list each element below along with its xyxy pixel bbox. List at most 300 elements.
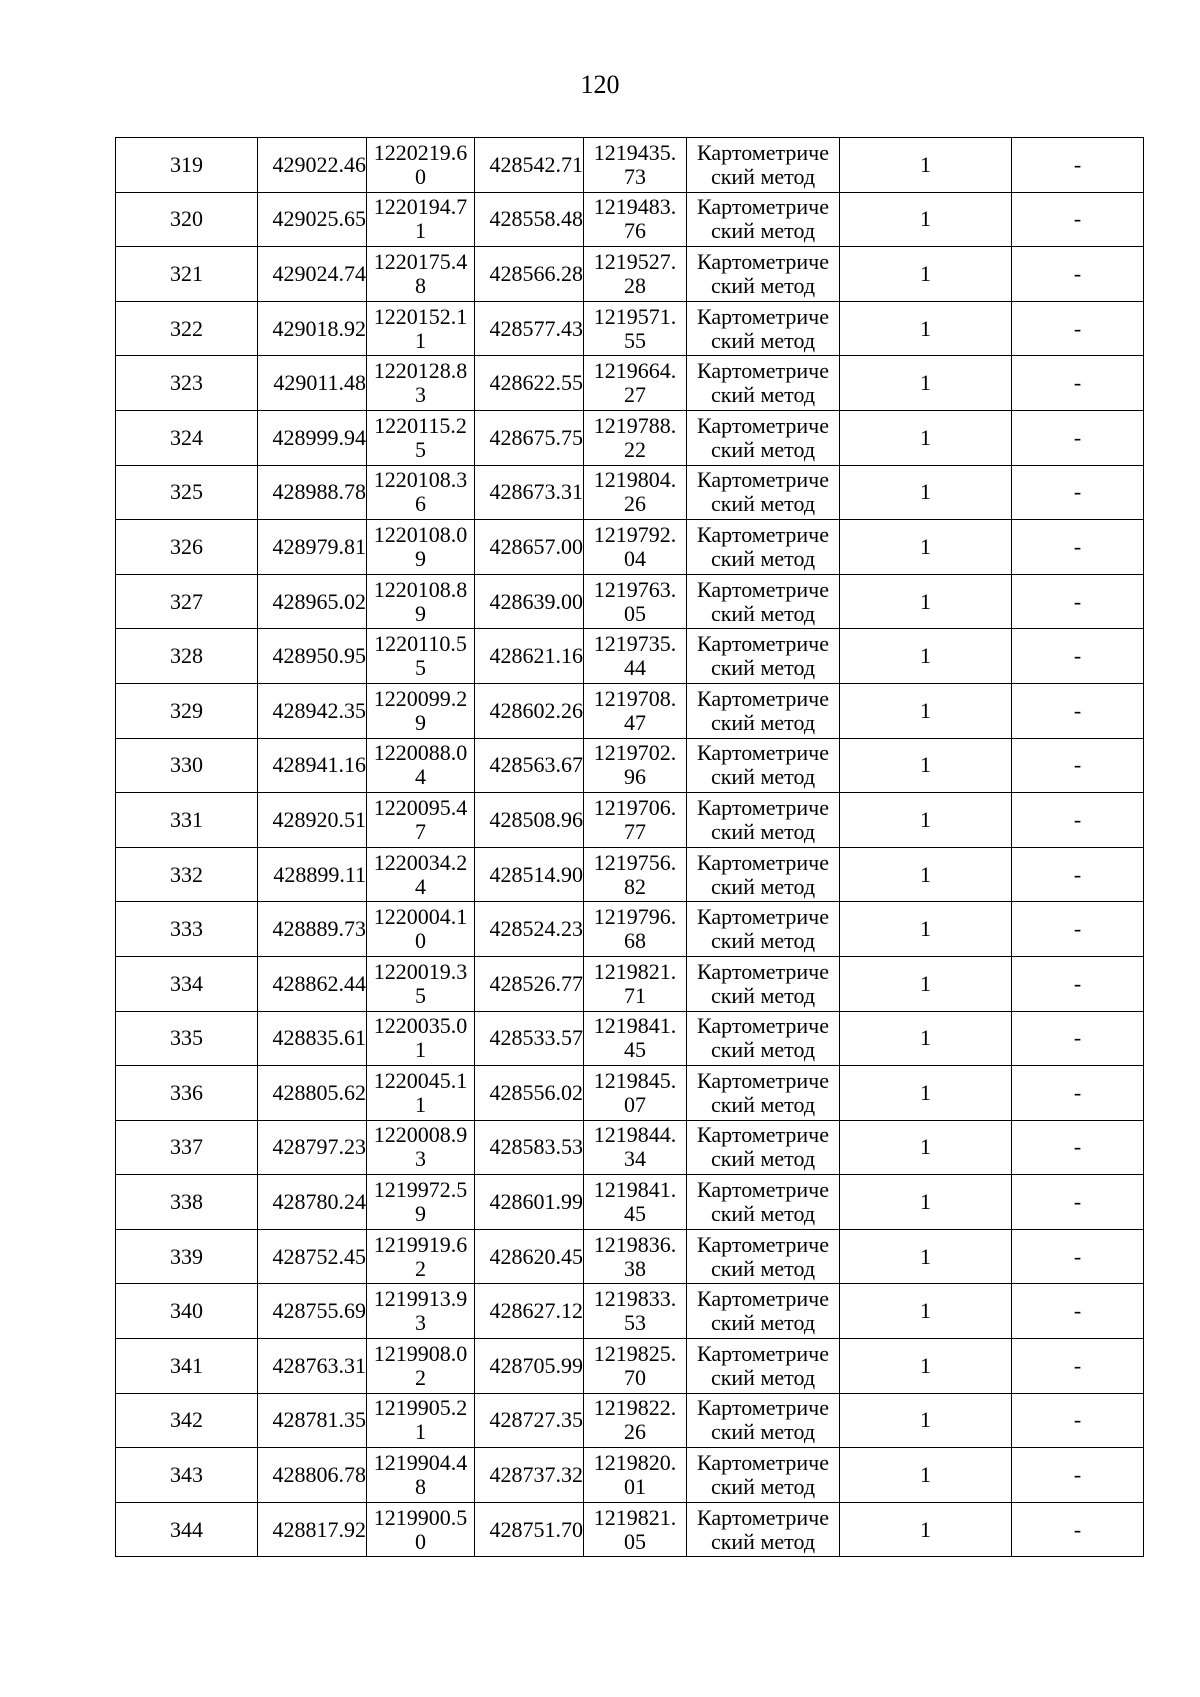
note-cell (1012, 301, 1144, 356)
y-coordinate-cell (367, 847, 475, 902)
table-row (116, 738, 1144, 793)
x-coordinate-2: 428675.75 (489, 424, 583, 450)
y-coordinate-2-line1: 1219836. (593, 1231, 677, 1257)
x-coordinate: 428942.35 (272, 697, 366, 723)
point-number: 330 (170, 752, 203, 778)
y-coordinate-line1: 1220088.0 (373, 740, 468, 766)
y-coordinate-line1: 1220095.4 (373, 794, 468, 820)
x-coordinate-cell (258, 1229, 367, 1284)
x-coordinate-2: 428514.90 (489, 861, 583, 887)
y-coordinate-2-cell (584, 1175, 687, 1230)
y-coordinate-2-cell (584, 683, 687, 738)
table-row (116, 1066, 1144, 1121)
y-coordinate-cell (367, 1284, 475, 1339)
x-coordinate-2-cell (475, 738, 584, 793)
accuracy-cell (840, 1066, 1012, 1121)
y-coordinate-2-line1: 1219841. (593, 1013, 677, 1039)
method-line1: Картометриче (697, 1450, 829, 1476)
note-cell (1012, 1339, 1144, 1394)
method-cell (687, 1120, 840, 1175)
point-number-cell (116, 902, 258, 957)
x-coordinate-cell (258, 138, 367, 193)
y-coordinate-line1: 1219905.2 (373, 1395, 468, 1421)
y-coordinate-2-line2: 45 (624, 1201, 646, 1227)
table-row (116, 301, 1144, 356)
x-coordinate-2-cell (475, 793, 584, 848)
y-coordinate-line2: 0 (415, 163, 426, 189)
point-number: 323 (170, 370, 203, 396)
x-coordinate: 428835.61 (272, 1025, 366, 1051)
method-line1: Картометриче (697, 521, 829, 547)
method-line2: ский метод (710, 1310, 816, 1336)
y-coordinate-2-line1: 1219708. (593, 685, 677, 711)
y-coordinate-line1: 1219900.5 (373, 1504, 468, 1530)
point-number: 321 (170, 260, 203, 286)
y-coordinate-cell (367, 1011, 475, 1066)
method-line1: Картометриче (697, 1013, 829, 1039)
point-number: 326 (170, 533, 203, 559)
x-coordinate: 429024.74 (272, 260, 366, 286)
x-coordinate-cell (258, 793, 367, 848)
note-value: - (1073, 533, 1082, 559)
point-number: 320 (170, 206, 203, 232)
accuracy-value: 1 (920, 1189, 931, 1215)
note-value: - (1073, 1134, 1082, 1160)
y-coordinate-line1: 1220219.6 (373, 139, 468, 165)
accuracy-cell (840, 465, 1012, 520)
x-coordinate-2: 428622.55 (489, 370, 583, 396)
x-coordinate-cell (258, 1502, 367, 1557)
method-line2: ский метод (710, 1037, 816, 1063)
y-coordinate-cell (367, 574, 475, 629)
method-line1: Картометриче (697, 1340, 829, 1366)
x-coordinate: 428889.73 (272, 916, 366, 942)
method-line2: ский метод (710, 600, 816, 626)
table-row (116, 520, 1144, 575)
point-number-cell (116, 1284, 258, 1339)
x-coordinate: 428899.11 (273, 861, 366, 887)
note-cell (1012, 574, 1144, 629)
point-number: 333 (170, 916, 203, 942)
method-cell (687, 902, 840, 957)
y-coordinate-2-cell (584, 192, 687, 247)
x-coordinate-2: 428639.00 (489, 588, 583, 614)
point-number: 327 (170, 588, 203, 614)
accuracy-cell (840, 356, 1012, 411)
accuracy-cell (840, 1284, 1012, 1339)
x-coordinate-2: 428508.96 (489, 806, 583, 832)
y-coordinate-2-line1: 1219756. (593, 849, 677, 875)
accuracy-cell (840, 793, 1012, 848)
x-coordinate: 428806.78 (272, 1462, 366, 1488)
y-coordinate-line1: 1220045.1 (373, 1067, 468, 1093)
y-coordinate-2-cell (584, 793, 687, 848)
point-number: 332 (170, 861, 203, 887)
point-number-cell (116, 1448, 258, 1503)
y-coordinate-2-line2: 55 (624, 327, 646, 353)
method-cell (687, 1066, 840, 1121)
y-coordinate-cell (367, 629, 475, 684)
y-coordinate-2-cell (584, 629, 687, 684)
x-coordinate: 428965.02 (272, 588, 366, 614)
y-coordinate-cell (367, 902, 475, 957)
x-coordinate-2-cell (475, 247, 584, 302)
y-coordinate-2-line1: 1219706. (593, 794, 677, 820)
y-coordinate-cell (367, 738, 475, 793)
y-coordinate-2-cell (584, 1229, 687, 1284)
point-number-cell (116, 793, 258, 848)
x-coordinate: 428920.51 (272, 806, 366, 832)
table-row (116, 683, 1144, 738)
y-coordinate-2-cell (584, 902, 687, 957)
note-value: - (1073, 1298, 1082, 1324)
y-coordinate-line1: 1220152.1 (373, 303, 468, 329)
x-coordinate-cell (258, 1339, 367, 1394)
x-coordinate-2: 428556.02 (489, 1079, 583, 1105)
method-line2: ский метод (710, 818, 816, 844)
point-number-cell (116, 574, 258, 629)
accuracy-value: 1 (920, 1243, 931, 1269)
table-row (116, 1175, 1144, 1230)
y-coordinate-line1: 1220035.0 (373, 1013, 468, 1039)
x-coordinate-2-cell (475, 1120, 584, 1175)
x-coordinate-2: 428533.57 (489, 1025, 583, 1051)
x-coordinate-2: 428727.35 (489, 1407, 583, 1433)
x-coordinate-cell (258, 738, 367, 793)
y-coordinate-2-line2: 77 (624, 818, 646, 844)
point-number-cell (116, 1393, 258, 1448)
method-line1: Картометриче (697, 958, 829, 984)
accuracy-value: 1 (920, 916, 931, 942)
table-row (116, 465, 1144, 520)
accuracy-cell (840, 1393, 1012, 1448)
method-line1: Картометриче (697, 849, 829, 875)
x-coordinate-2-cell (475, 629, 584, 684)
accuracy-value: 1 (920, 315, 931, 341)
y-coordinate-cell (367, 1339, 475, 1394)
x-coordinate-2: 428620.45 (489, 1243, 583, 1269)
method-line2: ский метод (710, 436, 816, 462)
y-coordinate-cell (367, 192, 475, 247)
point-number: 328 (170, 643, 203, 669)
method-line1: Картометриче (697, 576, 829, 602)
accuracy-cell (840, 1011, 1012, 1066)
y-coordinate-2-line2: 05 (624, 1528, 646, 1554)
x-coordinate-cell (258, 1284, 367, 1339)
accuracy-value: 1 (920, 1462, 931, 1488)
point-number: 342 (170, 1407, 203, 1433)
y-coordinate-2-line2: 34 (624, 1146, 646, 1172)
y-coordinate-line1: 1220108.3 (373, 467, 468, 493)
y-coordinate-2-line2: 71 (624, 982, 646, 1008)
y-coordinate-line2: 1 (415, 1419, 426, 1445)
x-coordinate-2: 428601.99 (489, 1189, 583, 1215)
y-coordinate-2-cell (584, 847, 687, 902)
note-cell (1012, 629, 1144, 684)
x-coordinate-2-cell (475, 410, 584, 465)
x-coordinate-cell (258, 520, 367, 575)
x-coordinate: 429011.48 (273, 370, 366, 396)
accuracy-value: 1 (920, 1298, 931, 1324)
x-coordinate-cell (258, 192, 367, 247)
method-line1: Картометриче (697, 412, 829, 438)
table-row (116, 410, 1144, 465)
accuracy-value: 1 (920, 752, 931, 778)
note-value: - (1073, 370, 1082, 396)
y-coordinate-2-line1: 1219435. (593, 139, 677, 165)
method-cell (687, 629, 840, 684)
point-number: 331 (170, 806, 203, 832)
note-value: - (1073, 643, 1082, 669)
y-coordinate-2-line1: 1219796. (593, 904, 677, 930)
y-coordinate-line1: 1219904.4 (373, 1450, 468, 1476)
note-cell (1012, 956, 1144, 1011)
y-coordinate-2-line2: 07 (624, 1091, 646, 1117)
accuracy-cell (840, 301, 1012, 356)
note-cell (1012, 138, 1144, 193)
y-coordinate-line2: 0 (415, 1528, 426, 1554)
y-coordinate-line1: 1220110.5 (374, 631, 467, 657)
note-value: - (1073, 916, 1082, 942)
y-coordinate-2-line1: 1219702. (593, 740, 677, 766)
note-value: - (1073, 151, 1082, 177)
y-coordinate-2-line2: 45 (624, 1037, 646, 1063)
x-coordinate-cell (258, 247, 367, 302)
y-coordinate-cell (367, 1229, 475, 1284)
accuracy-value: 1 (920, 1407, 931, 1433)
y-coordinate-2-line1: 1219820. (593, 1450, 677, 1476)
y-coordinate-2-line2: 44 (624, 655, 646, 681)
y-coordinate-2-line2: 28 (624, 272, 646, 298)
x-coordinate-2: 428524.23 (489, 916, 583, 942)
method-cell (687, 1339, 840, 1394)
y-coordinate-2-line1: 1219821. (593, 1504, 677, 1530)
y-coordinate-2-cell (584, 1120, 687, 1175)
note-value: - (1073, 1462, 1082, 1488)
table-row (116, 1448, 1144, 1503)
y-coordinate-2-cell (584, 1011, 687, 1066)
note-value: - (1073, 1516, 1082, 1542)
x-coordinate-cell (258, 847, 367, 902)
x-coordinate: 428797.23 (272, 1134, 366, 1160)
y-coordinate-2-line1: 1219844. (593, 1122, 677, 1148)
y-coordinate-2-line1: 1219825. (593, 1340, 677, 1366)
method-cell (687, 1448, 840, 1503)
x-coordinate-cell (258, 1066, 367, 1121)
y-coordinate-line1: 1219908.0 (373, 1340, 468, 1366)
accuracy-value: 1 (920, 697, 931, 723)
y-coordinate-2-line1: 1219483. (593, 194, 677, 220)
x-coordinate-cell (258, 356, 367, 411)
x-coordinate-2-cell (475, 138, 584, 193)
x-coordinate-2-cell (475, 1393, 584, 1448)
point-number: 322 (170, 315, 203, 341)
accuracy-cell (840, 847, 1012, 902)
y-coordinate-cell (367, 1502, 475, 1557)
method-line1: Картометриче (697, 1286, 829, 1312)
x-coordinate-cell (258, 1393, 367, 1448)
y-coordinate-2-line2: 38 (624, 1255, 646, 1281)
point-number-cell (116, 1175, 258, 1230)
method-line1: Картометриче (697, 1122, 829, 1148)
x-coordinate-2: 428583.53 (489, 1134, 583, 1160)
x-coordinate-2-cell (475, 1339, 584, 1394)
y-coordinate-2-cell (584, 956, 687, 1011)
x-coordinate-cell (258, 902, 367, 957)
accuracy-value: 1 (920, 479, 931, 505)
x-coordinate-cell (258, 574, 367, 629)
y-coordinate-2-line2: 26 (624, 1419, 646, 1445)
x-coordinate-2-cell (475, 465, 584, 520)
method-cell (687, 192, 840, 247)
method-line1: Картометриче (697, 794, 829, 820)
accuracy-cell (840, 247, 1012, 302)
y-coordinate-line1: 1220128.8 (373, 358, 468, 384)
note-cell (1012, 1284, 1144, 1339)
method-line1: Картометриче (697, 1231, 829, 1257)
x-coordinate-2-cell (475, 574, 584, 629)
y-coordinate-line1: 1219913.9 (373, 1286, 468, 1312)
table-row (116, 793, 1144, 848)
y-coordinate-2-line1: 1219664. (593, 358, 677, 384)
note-cell (1012, 793, 1144, 848)
note-value: - (1073, 1189, 1082, 1215)
point-number: 335 (170, 1025, 203, 1051)
accuracy-value: 1 (920, 1352, 931, 1378)
y-coordinate-cell (367, 683, 475, 738)
method-cell (687, 1393, 840, 1448)
point-number: 337 (170, 1134, 203, 1160)
x-coordinate-cell (258, 1120, 367, 1175)
y-coordinate-line1: 1220004.1 (373, 904, 468, 930)
method-cell (687, 520, 840, 575)
table-row (116, 192, 1144, 247)
y-coordinate-line2: 9 (415, 600, 426, 626)
x-coordinate-cell (258, 956, 367, 1011)
y-coordinate-2-line1: 1219841. (593, 1177, 677, 1203)
method-line1: Картометриче (697, 194, 829, 220)
method-line1: Картометриче (697, 248, 829, 274)
method-line2: ский метод (710, 163, 816, 189)
table-row (116, 1393, 1144, 1448)
y-coordinate-2-line2: 01 (624, 1474, 646, 1500)
x-coordinate-2-cell (475, 520, 584, 575)
accuracy-cell (840, 683, 1012, 738)
x-coordinate-2: 428526.77 (489, 970, 583, 996)
note-value: - (1073, 260, 1082, 286)
x-coordinate-2-cell (475, 956, 584, 1011)
point-number-cell (116, 1066, 258, 1121)
y-coordinate-line2: 9 (415, 545, 426, 571)
x-coordinate-2: 428627.12 (489, 1298, 583, 1324)
x-coordinate-2-cell (475, 356, 584, 411)
y-coordinate-2-line1: 1219822. (593, 1395, 677, 1421)
method-line2: ский метод (710, 1255, 816, 1281)
y-coordinate-line2: 5 (415, 655, 426, 681)
note-value: - (1073, 697, 1082, 723)
y-coordinate-line2: 5 (415, 436, 426, 462)
table-row (116, 356, 1144, 411)
y-coordinate-2-line1: 1219527. (593, 248, 677, 274)
y-coordinate-cell (367, 956, 475, 1011)
note-cell (1012, 1175, 1144, 1230)
method-line2: ский метод (710, 545, 816, 571)
note-cell (1012, 902, 1144, 957)
method-cell (687, 956, 840, 1011)
y-coordinate-line2: 1 (415, 327, 426, 353)
table-body (116, 138, 1144, 1557)
y-coordinate-2-line1: 1219571. (593, 303, 677, 329)
y-coordinate-line2: 1 (415, 1037, 426, 1063)
method-line2: ский метод (710, 1528, 816, 1554)
x-coordinate-cell (258, 410, 367, 465)
note-value: - (1073, 1352, 1082, 1378)
x-coordinate-2-cell (475, 1066, 584, 1121)
table-row (116, 1011, 1144, 1066)
accuracy-cell (840, 902, 1012, 957)
point-number: 338 (170, 1189, 203, 1215)
point-number-cell (116, 847, 258, 902)
y-coordinate-2-cell (584, 738, 687, 793)
x-coordinate-2-cell (475, 1011, 584, 1066)
point-number: 336 (170, 1079, 203, 1105)
method-line2: ский метод (710, 491, 816, 517)
table-row (116, 1120, 1144, 1175)
note-cell (1012, 465, 1144, 520)
point-number-cell (116, 1011, 258, 1066)
note-value: - (1073, 861, 1082, 887)
y-coordinate-cell (367, 1066, 475, 1121)
y-coordinate-cell (367, 1120, 475, 1175)
point-number-cell (116, 1229, 258, 1284)
method-line2: ский метод (710, 982, 816, 1008)
x-coordinate-cell (258, 1011, 367, 1066)
method-cell (687, 247, 840, 302)
x-coordinate-2: 428558.48 (489, 206, 583, 232)
method-cell (687, 793, 840, 848)
method-line2: ский метод (710, 655, 816, 681)
accuracy-cell (840, 738, 1012, 793)
method-line1: Картометриче (697, 631, 829, 657)
table-row (116, 629, 1144, 684)
y-coordinate-2-line2: 53 (624, 1310, 646, 1336)
x-coordinate-2-cell (475, 1284, 584, 1339)
y-coordinate-line2: 0 (415, 928, 426, 954)
y-coordinate-2-line1: 1219804. (593, 467, 677, 493)
method-cell (687, 1175, 840, 1230)
y-coordinate-cell (367, 1175, 475, 1230)
note-value: - (1073, 752, 1082, 778)
point-number-cell (116, 138, 258, 193)
accuracy-value: 1 (920, 806, 931, 832)
y-coordinate-cell (367, 138, 475, 193)
point-number: 343 (170, 1462, 203, 1488)
x-coordinate-cell (258, 1448, 367, 1503)
x-coordinate-2: 428602.26 (489, 697, 583, 723)
note-cell (1012, 520, 1144, 575)
y-coordinate-line2: 1 (415, 218, 426, 244)
x-coordinate: 428941.16 (272, 752, 366, 778)
method-cell (687, 738, 840, 793)
y-coordinate-line2: 1 (415, 1091, 426, 1117)
method-line2: ский метод (710, 1091, 816, 1117)
note-value: - (1073, 970, 1082, 996)
accuracy-cell (840, 1229, 1012, 1284)
y-coordinate-line2: 3 (415, 382, 426, 408)
method-cell (687, 1011, 840, 1066)
method-cell (687, 574, 840, 629)
point-number-cell (116, 301, 258, 356)
